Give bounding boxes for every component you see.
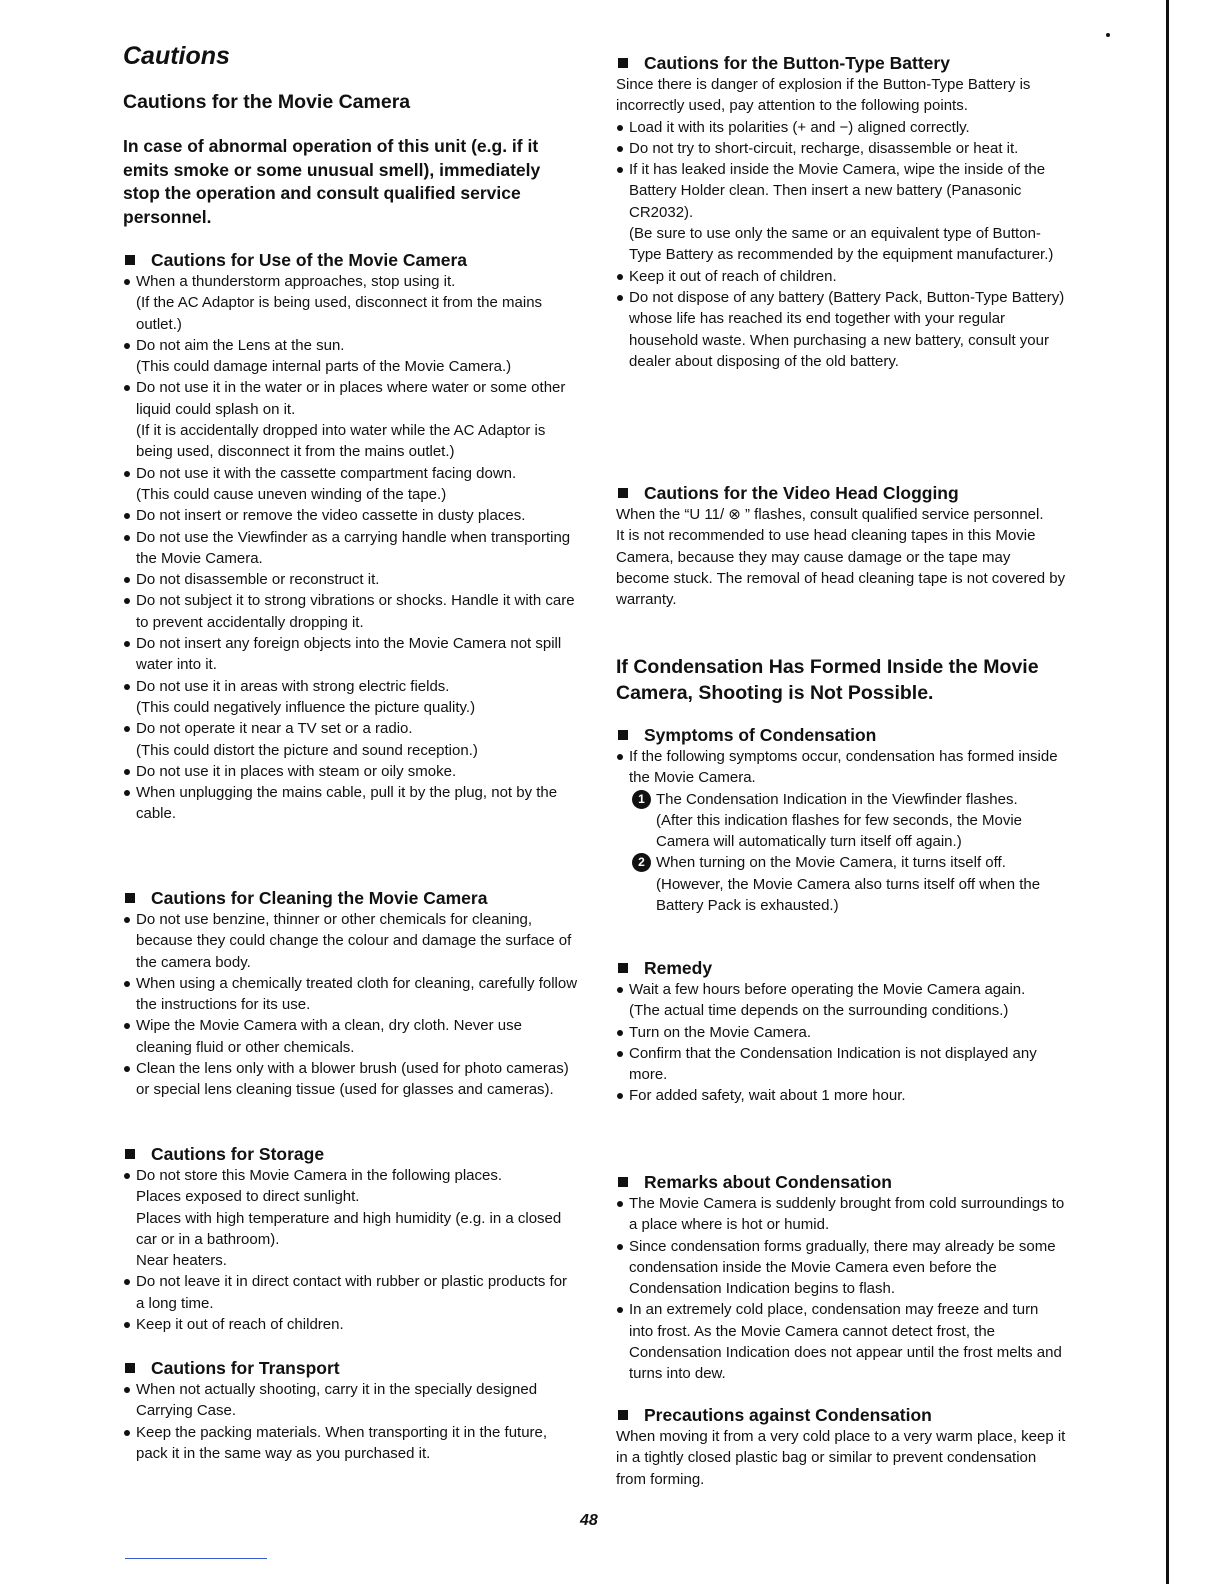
list-item: When a thunderstorm approaches, stop using it. (If the AC Adaptor is being used, disconnect it from the mains outlet.)	[123, 271, 578, 335]
list-item: Since condensation forms gradually, there may already be some condensation inside the Movie Camera even before the Condensation Indication begins to flash.	[616, 1236, 1066, 1300]
footer-line	[125, 1558, 267, 1559]
list-item: Wipe the Movie Camera with a clean, dry cloth. Never use cleaning fluid or other chemicals.	[123, 1015, 578, 1058]
cleaning-section-title: Cautions for Cleaning the Movie Camera	[123, 887, 578, 909]
battery-section-title: Cautions for the Button-Type Battery	[616, 52, 1066, 74]
page-number: 48	[580, 1512, 598, 1529]
number-badge-icon: 2	[632, 853, 651, 872]
battery-intro: Since there is danger of explosion if the Button-Type Battery is incorrectly used, pay attention to the following points.	[616, 76, 1031, 115]
precautions-section-title: Precautions against Condensation	[616, 1404, 1066, 1426]
list-item: Do not dispose of any battery (Battery Pack, Button-Type Battery) whose life has reached its end together with your regular household waste. When purchasing a new battery, consult your dealer about disposing of the old battery.	[616, 287, 1066, 372]
list-item: Do not aim the Lens at the sun. (This could damage internal parts of the Movie Camera.)	[123, 335, 578, 378]
square-bullet-icon	[618, 730, 628, 740]
list-item: Do not use benzine, thinner or other chemicals for cleaning, because they could change the colour and damage the surface of the camera body.	[123, 909, 578, 973]
transport-section-title: Cautions for Transport	[123, 1357, 578, 1379]
battery-section	[616, 52, 1066, 372]
use-section	[123, 249, 578, 825]
head-clogging-text-1: When the “U 11/ ⊗ ” flashes, consult qualified service personnel.	[616, 506, 1044, 523]
list-item: Confirm that the Condensation Indication is not displayed any more.	[616, 1043, 1066, 1086]
square-bullet-icon	[125, 1149, 135, 1159]
list-item: Do not use it in the water or in places where water or some other liquid could splash on it. (If it is accidentally dropped into water while the AC Adaptor is being used, disconnect it from the mains outlet.)	[123, 377, 578, 462]
square-bullet-icon	[125, 255, 135, 265]
head-clogging-text-2: It is not recommended to use head cleaning tapes in this Movie Camera, because they may cause damage or the tape may become stuck. The removal of head cleaning tape is not covered by warranty.	[616, 527, 1066, 609]
numbered-item: 2 When turning on the Movie Camera, it turns itself off. (However, the Movie Camera also turns itself off when the Battery Pack is exhausted.)	[616, 852, 1066, 916]
list-item: When not actually shooting, carry it in the specially designed Carrying Case.	[123, 1379, 578, 1422]
list-item: Do not store this Movie Camera in the following places. Places exposed to direct sunlight. Places with high temperature and high humidity (e.g. in a closed car or in a bathroom). Near heaters.	[123, 1165, 578, 1271]
head-clogging-section	[616, 482, 1066, 610]
list-item: Clean the lens only with a blower brush (used for photo cameras) or special lens cleaning tissue (used for glasses and cameras).	[123, 1058, 578, 1101]
list-item: Do not use it in places with steam or oily smoke.	[123, 761, 578, 782]
remedy-list	[616, 979, 1066, 1107]
list-item: Wait a few hours before operating the Movie Camera again. (The actual time depends on the surrounding conditions.)	[616, 979, 1066, 1022]
list-item: Turn on the Movie Camera.	[616, 1022, 1066, 1043]
cleaning-section	[123, 887, 578, 1101]
list-item: Do not insert any foreign objects into the Movie Camera not spill water into it.	[123, 633, 578, 676]
page-title: Cautions	[123, 42, 230, 70]
list-item: The Movie Camera is suddenly brought from cold surroundings to a place where is hot or humid.	[616, 1193, 1066, 1236]
storage-section-title: Cautions for Storage	[123, 1143, 578, 1165]
storage-section	[123, 1143, 578, 1335]
list-item: In an extremely cold place, condensation may freeze and turn into frost. As the Movie Camera cannot detect frost, the Condensation Indication does not appear until the frost melts and turns into dew.	[616, 1299, 1066, 1384]
list-item: Do not use it in areas with strong electric fields. (This could negatively influence the picture quality.)	[123, 676, 578, 719]
remarks-section	[616, 1171, 1066, 1385]
list-item: Keep it out of reach of children.	[616, 266, 1066, 287]
scan-speck	[1106, 33, 1110, 37]
square-bullet-icon	[618, 963, 628, 973]
square-bullet-icon	[618, 488, 628, 498]
remarks-list	[616, 1193, 1066, 1385]
list-item: If it has leaked inside the Movie Camera, wipe the inside of the Battery Holder clean. Then insert a new battery (Panasonic CR2032). (Be sure to use only the same or an equivalent type of Button-Type Battery as recommended by the equipment manufacturer.)	[616, 159, 1066, 265]
symptoms-section	[616, 724, 1066, 916]
list-item: Keep it out of reach of children.	[123, 1314, 578, 1335]
transport-list	[123, 1379, 578, 1464]
list-item: For added safety, wait about 1 more hour.	[616, 1085, 1066, 1106]
list-item: Do not operate it near a TV set or a radio. (This could distort the picture and sound reception.)	[123, 718, 578, 761]
section-heading-movie-camera: Cautions for the Movie Camera	[123, 91, 411, 113]
list-item: Keep the packing materials. When transporting it in the future, pack it in the same way as you purchased it.	[123, 1422, 578, 1465]
page-edge-rule	[1166, 0, 1169, 1584]
list-item: Do not try to short-circuit, recharge, disassemble or heat it.	[616, 138, 1066, 159]
transport-section	[123, 1357, 578, 1464]
list-item: Do not subject it to strong vibrations or shocks. Handle it with care to prevent accidentally dropping it.	[123, 590, 578, 633]
list-item: Do not disassemble or reconstruct it.	[123, 569, 578, 590]
list-item: When using a chemically treated cloth for cleaning, carefully follow the instructions for its use.	[123, 973, 578, 1016]
symptoms-list	[616, 746, 1066, 789]
symptoms-section-title: Symptoms of Condensation	[616, 724, 1066, 746]
square-bullet-icon	[125, 1363, 135, 1373]
list-item: Do not insert or remove the video cassette in dusty places.	[123, 505, 578, 526]
cleaning-list	[123, 909, 578, 1101]
list-item: Do not leave it in direct contact with rubber or plastic products for a long time.	[123, 1271, 578, 1314]
remedy-section	[616, 957, 1066, 1107]
square-bullet-icon	[618, 1410, 628, 1420]
head-clogging-section-title: Cautions for the Video Head Clogging	[616, 482, 1066, 504]
precautions-text: When moving it from a very cold place to a very warm place, keep it in a tightly closed plastic bag or similar to prevent condensation from forming.	[616, 1428, 1066, 1488]
square-bullet-icon	[618, 58, 628, 68]
storage-list	[123, 1165, 578, 1335]
remedy-section-title: Remedy	[616, 957, 1066, 979]
numbered-item: 1 The Condensation Indication in the Viewfinder flashes. (After this indication flashes for few seconds, the Movie Camera will automatically turn itself off again.)	[616, 789, 1066, 853]
list-item: Load it with its polarities (+ and −) aligned correctly.	[616, 117, 1066, 138]
use-section-title: Cautions for Use of the Movie Camera	[123, 249, 578, 271]
condensation-heading: If Condensation Has Formed Inside the Movie Camera, Shooting is Not Possible.	[616, 656, 1039, 704]
list-item: Do not use the Viewfinder as a carrying handle when transporting the Movie Camera.	[123, 527, 578, 570]
battery-list	[616, 117, 1066, 373]
number-badge-icon: 1	[632, 790, 651, 809]
remarks-section-title: Remarks about Condensation	[616, 1171, 1066, 1193]
list-item: If the following symptoms occur, condensation has formed inside the Movie Camera.	[616, 746, 1066, 789]
use-list	[123, 271, 578, 825]
list-item: Do not use it with the cassette compartment facing down. (This could cause uneven winding of the tape.)	[123, 463, 578, 506]
square-bullet-icon	[618, 1177, 628, 1187]
list-item: When unplugging the mains cable, pull it by the plug, not by the cable.	[123, 782, 578, 825]
abnormal-operation-warning: In case of abnormal operation of this unit (e.g. if it emits smoke or some unusual smell), immediately stop the operation and consult qualified service personnel.	[123, 136, 541, 227]
precautions-section	[616, 1404, 1066, 1490]
square-bullet-icon	[125, 893, 135, 903]
